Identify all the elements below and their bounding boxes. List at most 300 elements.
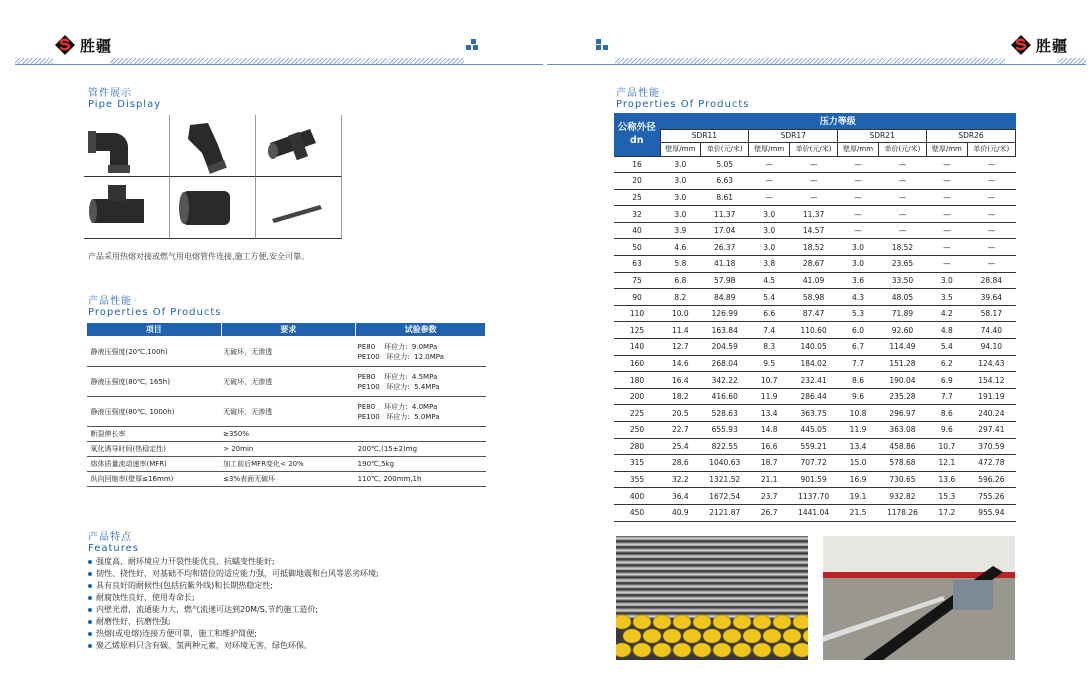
thickness-cell: 10.8 [838,405,879,422]
thickness-cell: 7.7 [838,355,879,372]
table-row [614,239,1016,256]
price-cell: 1321.52 [701,471,749,488]
pipe-end-cap [616,643,631,657]
table-row [614,422,1016,439]
price-cell: 268.04 [701,355,749,372]
thickness-cell: 3.0 [660,173,701,190]
sdr-header: SDR11 [660,129,749,142]
tee-icon [256,115,342,177]
thickness-cell: 36.4 [660,488,701,505]
dn-cell: 225 [614,405,660,422]
requirements-table [86,322,486,487]
table-row [87,397,486,427]
thickness-cell: 10.7 [927,438,968,455]
param-line: PE100 环应力: 5.4MPa [357,382,440,391]
thickness-cell: — [838,206,879,223]
price-cell: 458.86 [878,438,926,455]
pipes-stack-photo [616,536,808,660]
brand-name: 胜疆 [1036,36,1069,55]
thickness-cell: 7.7 [927,388,968,405]
feature-item: 热熔(或电熔)连接方便可靠，施工和维护简便; [88,628,379,640]
pipe-end-cap [616,615,631,629]
dn-label: dn [629,135,644,147]
item-cell: 静液压强度(80℃, 165h) [87,367,222,397]
thickness-cell: 3.6 [838,272,879,289]
logo-icon [54,34,76,56]
price-cell: — [967,256,1015,273]
price-cell: 26.37 [701,239,749,256]
price-cell: 559.21 [789,438,837,455]
price-cell: — [878,156,926,173]
thickness-cell: 22.7 [660,422,701,439]
price-cell: 445.05 [789,422,837,439]
factory-photo [823,536,1015,660]
price-cell: 955.94 [967,504,1015,521]
thickness-cell: 26.7 [749,504,790,521]
pipe-end-cap [773,615,791,629]
brand-left [54,34,112,56]
table-row [87,427,486,442]
thickness-cell: 23.7 [749,488,790,505]
thickness-cell: 13.4 [749,405,790,422]
fitting-elbow-90 [84,115,170,177]
thickness-cell: — [927,256,968,273]
thickness-cell: 8.6 [838,372,879,389]
price-cell: 154.12 [967,372,1015,389]
price-cell: 23.65 [878,256,926,273]
feature-item: 韧性、挠性好，对基础不均和错位的适应能力强，可抵御地震和台风等恶劣环境; [88,568,379,580]
thickness-cell: 6.8 [660,272,701,289]
pipe-end-cap [633,643,651,657]
price-cell: 1137.70 [789,488,837,505]
fitting-reducing-tee [84,177,170,239]
dn-cell: 75 [614,272,660,289]
section-title-cn: 产品性能 [88,296,132,307]
thickness-cell: 9.6 [927,422,968,439]
pipe-end-cap [713,643,731,657]
price-cell: 655.93 [701,422,749,439]
thickness-cell: 14.8 [749,422,790,439]
sdr-header: SDR17 [749,129,838,142]
thickness-cell: 15.0 [838,455,879,472]
price-cell: 1178.26 [878,504,926,521]
price-cell: 28.67 [789,256,837,273]
table-row [614,471,1016,488]
requirement-cell: 无破坏，无渗透 [221,367,356,397]
table-row [614,388,1016,405]
thickness-cell: 16.9 [838,471,879,488]
thickness-cell: 16.6 [749,438,790,455]
table-row [87,367,486,397]
param-line: PE80 环应力: 4.5MPa [357,372,438,381]
dn-cell: 180 [614,372,660,389]
logo-icon [1010,34,1032,56]
table-row [614,372,1016,389]
brand-right [1010,34,1068,56]
price-cell: 14.57 [789,222,837,239]
coupler-icon [170,177,256,239]
price-cell: 191.19 [967,388,1015,405]
dn-cell: 160 [614,355,660,372]
price-cell: 416.60 [701,388,749,405]
thickness-cell: 8.2 [660,289,701,306]
price-cell: 110.60 [789,322,837,339]
pipe-end-cap [663,629,681,643]
pipe-rod-icon [256,177,342,239]
feature-item: 强度高、耐环境应力开裂性能优良、抗蠕变性能好; [88,556,379,568]
pipe-end-cap [773,643,791,657]
pipe-end-cap [713,615,731,629]
thickness-cell: 3.0 [749,206,790,223]
price-cell: 57.98 [701,272,749,289]
price-cell: 528.63 [701,405,749,422]
price-cell: 17.04 [701,222,749,239]
requirement-cell: 无破坏，无渗透 [221,397,356,427]
table-row [614,488,1016,505]
fitting-elbow-45 [170,115,256,177]
thickness-cell: 16.4 [660,372,701,389]
price-cell: 190.04 [878,372,926,389]
unit-header: 壁厚/mm [749,142,790,156]
thickness-cell: 3.0 [660,156,701,173]
column-header: 项目 [87,323,222,337]
fitting-coupler [170,177,256,239]
param-line: 200℃,(15±2)mg [357,445,418,453]
price-cell: 71.89 [878,305,926,322]
thickness-cell: 19.1 [838,488,879,505]
price-cell: 1672.54 [701,488,749,505]
thickness-cell: 3.0 [838,256,879,273]
dn-cell: 200 [614,388,660,405]
price-cell: 370.59 [967,438,1015,455]
thickness-cell: 12.1 [927,455,968,472]
thickness-cell: 3.9 [660,222,701,239]
pipe-end-cap [643,629,661,643]
price-cell: 58.98 [789,289,837,306]
brand-name: 胜疆 [80,36,113,55]
price-cell: 1040.63 [701,455,749,472]
dn-cell: 110 [614,305,660,322]
pipe-end-cap [793,615,808,629]
fittings-grid [84,115,344,239]
price-cell: 286.44 [789,388,837,405]
param-line: 110℃, 200mm,1h [357,475,422,483]
pricing-table [614,113,1016,522]
price-cell: 124.43 [967,355,1015,372]
item-cell: 纵向回缩率(壁厚≤16mm) [87,472,222,487]
price-cell: 755.26 [967,488,1015,505]
dn-cell: 450 [614,504,660,521]
thickness-cell: 6.7 [838,339,879,356]
pipe-end-cap [703,629,721,643]
thickness-cell: 14.6 [660,355,701,372]
param-cell [356,367,486,397]
unit-header: 单价(元/米) [789,142,837,156]
thickness-cell: 12.7 [660,339,701,356]
feature-item: 内壁光滑，流通能力大，燃气流速可达到20M/S,节约施工造价; [88,604,379,616]
table-row [614,189,1016,206]
thickness-cell: 9.5 [749,355,790,372]
price-cell: 184.02 [789,355,837,372]
param-line: PE80 环应力: 4.0MPa [357,402,438,411]
price-cell: 18.52 [789,239,837,256]
price-cell: 472.78 [967,455,1015,472]
price-cell: 33.50 [878,272,926,289]
price-cell: 94.10 [967,339,1015,356]
thickness-cell: 3.0 [749,239,790,256]
pipe-end-cap [653,643,671,657]
thickness-cell: 6.9 [927,372,968,389]
right-props-heading [616,84,749,110]
price-cell: 707.72 [789,455,837,472]
thickness-cell: — [927,206,968,223]
table-row [87,337,486,367]
price-cell: 822.55 [701,438,749,455]
thickness-cell: 8.6 [927,405,968,422]
fitting-tee [256,115,342,177]
table-row [614,355,1016,372]
pipe-end-cap [673,615,691,629]
dn-cell: 16 [614,156,660,173]
table-row [614,222,1016,239]
dn-cell: 20 [614,173,660,190]
item-cell: 静液压强度(20℃,100h) [87,337,222,367]
item-cell: 熔体质量流动速率(MFR) [87,457,222,472]
pipe-end-cap [653,615,671,629]
feature-item: 耐磨性好，抗磨性强; [88,616,379,628]
thickness-cell: 3.0 [749,222,790,239]
price-cell: 163.84 [701,322,749,339]
pipe-end-cap [673,643,691,657]
requirement-cell: 加工前后MFR变化< 20% [221,457,356,472]
thickness-cell: — [927,173,968,190]
thickness-cell: — [749,189,790,206]
thickness-cell: 40.9 [660,504,701,521]
price-cell: 363.75 [789,405,837,422]
price-cell: — [967,206,1015,223]
pipe-display-heading [88,84,161,110]
price-cell: 932.82 [878,488,926,505]
price-cell: — [878,222,926,239]
pipe-end-cap [623,629,641,643]
price-cell: 92.60 [878,322,926,339]
thickness-cell: 6.0 [838,322,879,339]
dn-cell: 40 [614,222,660,239]
table-row [614,405,1016,422]
page-header [0,0,1090,70]
item-cell: 氧化诱导时间(热稳定性) [87,442,222,457]
price-cell: 363.08 [878,422,926,439]
price-cell: 41.18 [701,256,749,273]
thickness-cell: 32.2 [660,471,701,488]
table-row [614,173,1016,190]
table-row [614,504,1016,521]
features-heading [88,528,139,554]
thickness-cell: 5.4 [749,289,790,306]
price-cell: 87.47 [789,305,837,322]
price-cell: 151.28 [878,355,926,372]
left-props-heading [88,292,221,318]
table-row [614,289,1016,306]
thickness-cell: 18.7 [749,455,790,472]
thickness-cell: 3.0 [660,206,701,223]
pipe-end-cap [723,629,741,643]
price-cell: — [967,222,1015,239]
pipe-end-cap [743,629,761,643]
elbow-45-icon [170,115,256,177]
price-cell: 41.09 [789,272,837,289]
section-title-cn: 管件展示 [88,88,132,99]
pipe-end-cap [693,615,711,629]
pipe-end-cap [733,643,751,657]
section-title-cn: 产品性能 [616,88,660,99]
unit-header: 壁厚/mm [927,142,968,156]
unit-header: 壁厚/mm [838,142,879,156]
dn-cell: 125 [614,322,660,339]
table-row [614,156,1016,173]
price-cell: — [967,189,1015,206]
column-header: 试验参数 [356,323,486,337]
feature-item: 聚乙烯原料只含有碳、氢两种元素，对环境无害，绿色环保。 [88,640,379,652]
thickness-cell: — [749,173,790,190]
header-rule [15,64,543,65]
section-title-en: Features [88,543,139,554]
thickness-cell: 28.6 [660,455,701,472]
price-cell: 11.37 [789,206,837,223]
thickness-cell: — [749,156,790,173]
thickness-cell: 9.6 [838,388,879,405]
thickness-cell: 6.2 [927,355,968,372]
price-cell: 204.59 [701,339,749,356]
thickness-cell: 25.4 [660,438,701,455]
features-list [88,556,379,652]
thickness-cell: — [927,239,968,256]
param-line: PE100 环应力: 12.0MPa [357,352,444,361]
thickness-cell: — [838,156,879,173]
fittings-note: 产品采用热熔对接或燃气用电熔管件连接,施工方便,安全可靠。 [88,252,310,261]
dn-cell: 90 [614,289,660,306]
price-cell: 18.52 [878,239,926,256]
thickness-cell: 4.8 [927,322,968,339]
price-cell: 342.22 [701,372,749,389]
thickness-cell: 13.4 [838,438,879,455]
price-cell: 48.05 [878,289,926,306]
requirement-cell: > 20min [221,442,356,457]
price-cell: 28.84 [967,272,1015,289]
section-title-en: Properties Of Products [616,99,750,110]
table-row [87,457,486,472]
price-cell: — [967,173,1015,190]
dn-cell: 140 [614,339,660,356]
sdr-header: SDR26 [927,129,1016,142]
price-cell: 240.24 [967,405,1015,422]
table-row [614,206,1016,223]
table-row [614,322,1016,339]
thickness-cell: — [927,156,968,173]
table-row [614,438,1016,455]
price-cell: 140.05 [789,339,837,356]
table-row [614,455,1016,472]
requirement-cell: ≥350% [221,427,356,442]
thickness-cell: 3.5 [927,289,968,306]
pipe-end-cap [753,643,771,657]
thickness-cell: — [927,222,968,239]
requirement-cell: ≤3%表面无破坏 [221,472,356,487]
price-cell: 8.61 [701,189,749,206]
thickness-cell: 11.9 [838,422,879,439]
thickness-cell: 7.4 [749,322,790,339]
dn-header [614,113,660,156]
price-cell: — [789,189,837,206]
price-cell: — [878,173,926,190]
pipe-end-cap [783,629,801,643]
price-cell: — [878,206,926,223]
pipe-end-cap [693,643,711,657]
thickness-cell: 3.0 [838,239,879,256]
unit-header: 壁厚/mm [660,142,701,156]
param-cell [356,337,486,367]
price-cell: 1441.04 [789,504,837,521]
thickness-cell: 10.0 [660,305,701,322]
thickness-cell: 4.3 [838,289,879,306]
price-cell: 297.41 [967,422,1015,439]
thickness-cell: 11.4 [660,322,701,339]
param-line: 190℃,5kg [357,460,395,468]
price-cell: 5.05 [701,156,749,173]
thickness-cell: 17.2 [927,504,968,521]
price-cell: 39.64 [967,289,1015,306]
table-row [87,442,486,457]
price-cell: 232.41 [789,372,837,389]
price-cell: 58.17 [967,305,1015,322]
feature-item: 耐腐蚀性良好，使用寿命长; [88,592,379,604]
header-rule [547,64,1086,65]
feature-item: 具有良好的耐候性(包括抗紫外线)和长期热稳定性; [88,580,379,592]
elbow-90-icon [84,115,170,177]
thickness-cell: — [838,173,879,190]
thickness-cell: 10.7 [749,372,790,389]
price-cell: — [967,156,1015,173]
dn-cell: 280 [614,438,660,455]
pipe-end-cap [733,615,751,629]
thickness-cell: 5.4 [927,339,968,356]
fitting-pipe-rod [256,177,342,239]
thickness-cell: 3.0 [927,272,968,289]
thickness-cell: 13.6 [927,471,968,488]
thickness-cell: 4.6 [660,239,701,256]
param-cell [356,397,486,427]
dn-cell: 32 [614,206,660,223]
param-cell [356,427,486,442]
pipe-end-cap [683,629,701,643]
table-row [614,305,1016,322]
price-cell: 126.99 [701,305,749,322]
param-cell [356,457,486,472]
param-line: PE80 环应力: 9.0MPa [357,342,438,351]
thickness-cell: 15.3 [927,488,968,505]
thickness-cell: 18.2 [660,388,701,405]
dn-cell: 400 [614,488,660,505]
price-cell: 74.40 [967,322,1015,339]
dn-cell: 50 [614,239,660,256]
thickness-cell: 21.5 [838,504,879,521]
section-title-cn: 产品特点 [88,532,132,543]
param-cell [356,472,486,487]
thickness-cell: 20.5 [660,405,701,422]
dn-cell: 63 [614,256,660,273]
unit-header: 单价(元/米) [701,142,749,156]
dn-cell: 315 [614,455,660,472]
